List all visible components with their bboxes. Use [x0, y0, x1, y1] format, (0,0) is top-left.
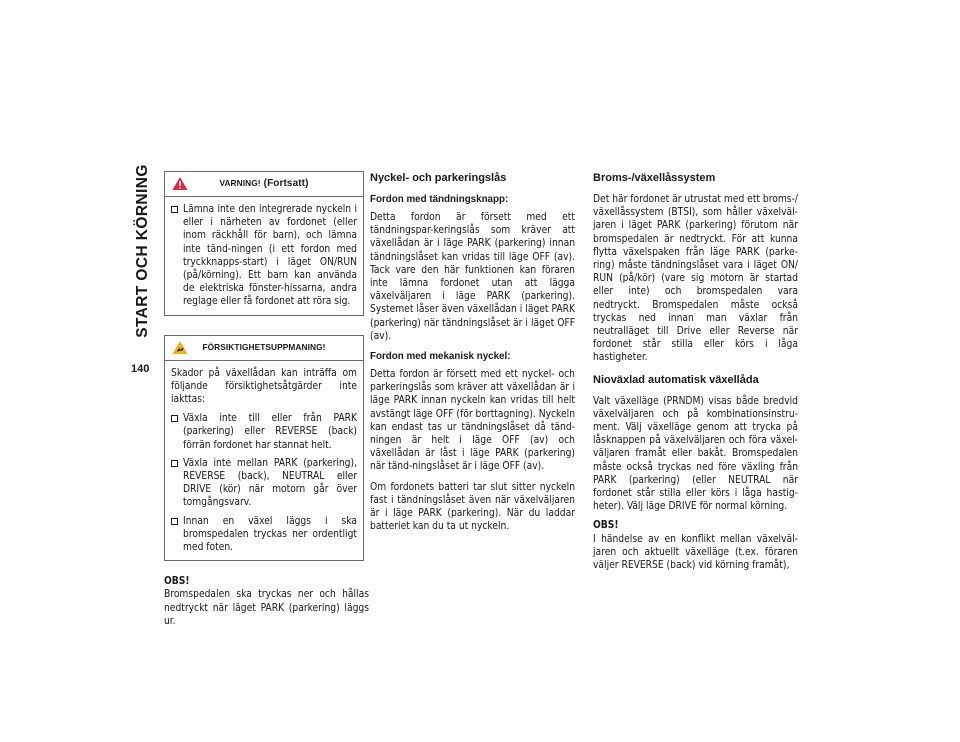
chapter-side-title [128, 164, 158, 338]
section-heading: Broms-/växellåssystem [593, 172, 716, 184]
warning-title-suffix: (Fortsatt) [263, 178, 309, 190]
note-text: Bromspedalen ska tryckas ner och hållas nedtryckt när läget PARK (parkering) läggs ur. [164, 589, 369, 627]
paragraph: Detta fordon är försett med ett nyckel- och parkeringslås som kräver att växellådan är i läge PARK innan nyckeln kan vridas till helt avstängt läge OFF (för borttagning). Nyckeln kan endast tas ur tändningslåset då tänd-ningen är helt i läge OFF (av) och växellådan är låst i läge PARK (parkering) när tänd-ningslåset är i läge OFF (av). [370, 369, 575, 473]
caution-item-text: Innan en växel läggs i ska bromspedalen tryckas ner ordentligt med foten. [183, 515, 357, 554]
caution-intro: Skador på växellådan kan inträffa om följande försiktighetsåtgärder inte iakttas: [171, 367, 357, 406]
checkbox-bullet-icon [171, 518, 178, 525]
paragraph: Detta fordon är försett med ett tändningspar-keringslås som kräver att växellådan är i läge PARK (parkering) innan tändningslåset kan vridas till läge OFF (av). Tack vare den här funktionen kan föraren inte lämna fordonet utan att lägga växelväljaren i läge PARK (parkering). Systemet låser även växellådan i läget PARK (parkering) när tändningslåset är i läget OFF (av). [370, 212, 575, 342]
note-label: OBS! [164, 576, 190, 588]
warning-item [171, 203, 357, 309]
note-block [593, 519, 798, 572]
caution-item-text: Växla inte till eller från PARK (parkering) eller REVERSE (back) förrän fordonet har stannat helt. [183, 413, 357, 451]
caution-title: FÖRSIKTIGHETSUPPMANING! [202, 342, 326, 353]
caution-item [171, 515, 357, 555]
note-block [164, 575, 369, 628]
paragraph: Det här fordonet är utrustat med ett broms-/ växellåssystem (BTSI), som håller växelväl-jaren i läget PARK (parkering) förutom när bromspedalen är nedtryckt. För att kunna flytta växelspaken från läge PARK (parke-ring) måste tändningslåset vara i läget ON/ RUN (på/kör) (vare sig motorn är startad eller inte) och bromspedalen vara nedtryckt. Bromspedalen måste också tryckas ned innan man växlar från neutralläget till Drive eller Reverse när fordonet står stilla eller körs i låga hastigheter. [593, 194, 798, 364]
warning-title: VARNING! [219, 178, 261, 189]
column-left [164, 171, 369, 635]
subheading: Fordon med mekanisk nyckel: [370, 351, 511, 363]
caution-item [171, 412, 357, 452]
warning-header [165, 172, 363, 197]
checkbox-bullet-icon [171, 415, 178, 422]
paragraph: Valt växelläge (PRNDM) visas både bredvid växelväljaren och på kombinationsinstru-ment. Välj växelläge genom att trycka på låsknappen på växelväljaren och föra växel-väljaren framåt eller bakåt. Bromspedalen måste också tryckas ned före växling från PARK (parkering) (eller NEUTRAL när fordonet står stilla eller körs i låga hastig-heter). Välj läge DRIVE för normal körning. [593, 395, 798, 513]
checkbox-bullet-icon [171, 460, 178, 467]
subheading: Fordon med tändningsknapp: [370, 194, 509, 205]
section-heading: Nyckel- och parkeringslås [370, 172, 507, 184]
paragraph: Om fordonets batteri tar slut sitter nyckeln fast i tändningslåset även när växelväljaren är i läge PARK (parkering). När du laddar batteriet kan du ta ut nyckeln. [370, 481, 575, 533]
warning-item-text: Lämna inte den integrerade nyckeln i eller i närheten av fordonet (eller inom räckhåll för barn), och lämna inte tänd-ningen (i ett fordon med tryckknapps-start) i läget ON/RUN (på/körning). Ett barn kan använda de elektriska fönster-hissarna, andra reglage eller få fordonet att röra sig. [183, 204, 357, 308]
caution-triangle-icon [172, 340, 188, 355]
column-right [593, 171, 798, 579]
caution-item-text: Växla inte mellan PARK (parkering), REVERSE (back), NEUTRAL eller DRIVE (kör) när motorn går över tomgångsvarv. [183, 457, 357, 509]
note-text: I händelse av en konflikt mellan växelväl-jaren och aktuellt växelläge (t.ex. föraren väljer REVERSE (back) vid körning framåt), [593, 533, 798, 572]
column-middle [370, 171, 575, 540]
page-number: 140 [131, 363, 150, 375]
section-heading: Nioväxlad automatisk växellåda [593, 373, 759, 386]
note-label: OBS! [593, 520, 619, 532]
caution-box [164, 335, 364, 562]
caution-item [171, 457, 357, 510]
warning-box [164, 171, 364, 316]
chapter-title-text: START OCH KÖRNING [134, 164, 151, 338]
warning-triangle-icon [172, 176, 188, 191]
caution-header [165, 336, 363, 361]
checkbox-bullet-icon [171, 206, 178, 213]
